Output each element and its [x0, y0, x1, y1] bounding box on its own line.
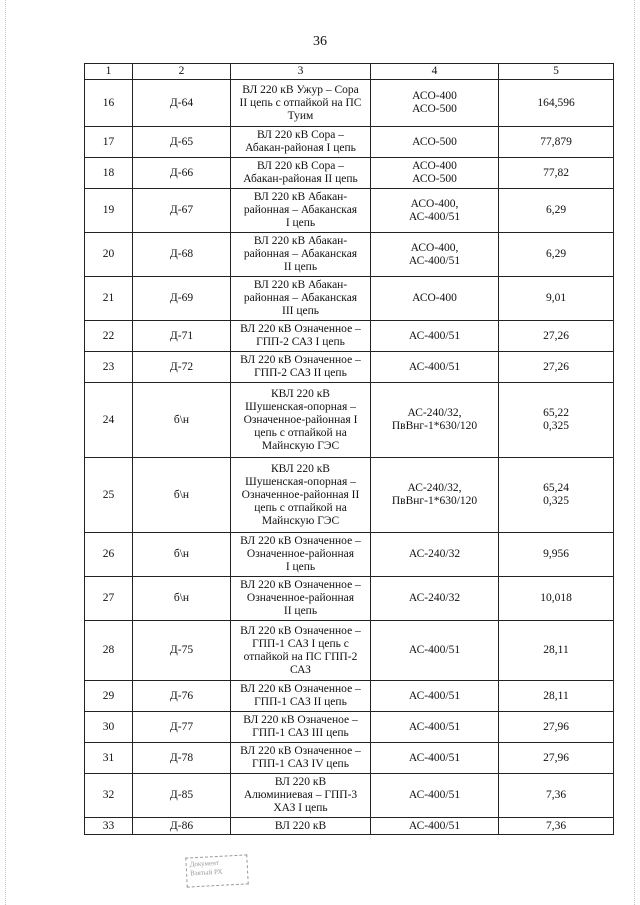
- line-name-cell: ВЛ 220 кВ Означенное – ГПП-1 САЗ I цепь с отпайкой на ПС ГПП-2 САЗ: [231, 621, 371, 681]
- line-code-cell: б\н: [133, 533, 231, 577]
- row-number-cell: 27: [85, 577, 133, 621]
- wire-type-cell: АС-240/32: [371, 533, 499, 577]
- wire-type-cell: АС-400/51: [371, 774, 499, 818]
- row-number-cell: 24: [85, 383, 133, 458]
- line-name-cell: ВЛ 220 кВ Абакан- районная – Абаканская II цепь: [231, 233, 371, 277]
- table-body: [85, 64, 614, 835]
- line-name-cell: ВЛ 220 кВ Означенное – ГПП-2 САЗ I цепь: [231, 321, 371, 352]
- row-number-cell: 31: [85, 743, 133, 774]
- length-cell: 65,22 0,325: [499, 383, 614, 458]
- line-name-cell: КВЛ 220 кВ Шушенская-опорная – Означенное-районная II цепь с отпайкой на Майнскую ГЭС: [231, 458, 371, 533]
- line-name-cell: ВЛ 220 кВ Алюминиевая – ГПП-3 ХАЗ I цепь: [231, 774, 371, 818]
- line-code-cell: Д-78: [133, 743, 231, 774]
- right-margin-dots: [634, 0, 635, 905]
- wire-type-cell: АС-240/32, ПвВнг-1*630/120: [371, 458, 499, 533]
- row-number-cell: 21: [85, 277, 133, 321]
- row-number-cell: 28: [85, 621, 133, 681]
- length-cell: 65,24 0,325: [499, 458, 614, 533]
- wire-type-cell: АС-400/51: [371, 352, 499, 383]
- length-cell: 6,29: [499, 233, 614, 277]
- line-name-cell: ВЛ 220 кВ Абакан- районная – Абаканская III цепь: [231, 277, 371, 321]
- scan-stamp: [185, 854, 248, 887]
- length-cell: 9,01: [499, 277, 614, 321]
- line-name-cell: КВЛ 220 кВ Шушенская-опорная – Означенное-районная I цепь с отпайкой на Майнскую ГЭС: [231, 383, 371, 458]
- table-row: [85, 621, 614, 681]
- page-number: 36: [313, 34, 327, 49]
- line-name-cell: ВЛ 220 кВ Сора – Абакан-районая I цепь: [231, 127, 371, 158]
- row-number-cell: 19: [85, 189, 133, 233]
- length-cell: 10,018: [499, 577, 614, 621]
- line-name-cell: ВЛ 220 кВ Означенное – ГПП-1 САЗ IV цепь: [231, 743, 371, 774]
- row-number-cell: 22: [85, 321, 133, 352]
- line-name-cell: ВЛ 220 кВ Означеное – ГПП-1 САЗ III цепь: [231, 712, 371, 743]
- table-row: [85, 818, 614, 835]
- line-code-cell: Д-86: [133, 818, 231, 835]
- wire-type-cell: АСО-400 АСО-500: [371, 158, 499, 189]
- wire-type-cell: АСО-400, АС-400/51: [371, 189, 499, 233]
- table-row: [85, 352, 614, 383]
- header-cell-5: 5: [499, 64, 614, 80]
- data-table: [84, 63, 614, 835]
- wire-type-cell: АС-240/32, ПвВнг-1*630/120: [371, 383, 499, 458]
- wire-type-cell: АС-240/32: [371, 577, 499, 621]
- wire-type-cell: АС-400/51: [371, 712, 499, 743]
- line-code-cell: Д-68: [133, 233, 231, 277]
- line-name-cell: ВЛ 220 кВ Означенное – ГПП-1 САЗ II цепь: [231, 681, 371, 712]
- header-cell-1: 1: [85, 64, 133, 80]
- row-number-cell: 33: [85, 818, 133, 835]
- table-row: [85, 774, 614, 818]
- line-code-cell: Д-65: [133, 127, 231, 158]
- stamp-line-2: Взятый РХ: [189, 867, 223, 878]
- table-row: [85, 712, 614, 743]
- table-row: [85, 80, 614, 127]
- row-number-cell: 32: [85, 774, 133, 818]
- table-row: [85, 383, 614, 458]
- wire-type-cell: АС-400/51: [371, 818, 499, 835]
- row-number-cell: 29: [85, 681, 133, 712]
- line-code-cell: Д-85: [133, 774, 231, 818]
- row-number-cell: 20: [85, 233, 133, 277]
- row-number-cell: 18: [85, 158, 133, 189]
- length-cell: 77,879: [499, 127, 614, 158]
- line-code-cell: Д-66: [133, 158, 231, 189]
- wire-type-cell: АСО-400, АС-400/51: [371, 233, 499, 277]
- row-number-cell: 26: [85, 533, 133, 577]
- table-row: [85, 458, 614, 533]
- left-margin-dots: [5, 0, 6, 905]
- header-row: [85, 64, 614, 80]
- header-cell-4: 4: [371, 64, 499, 80]
- line-name-cell: ВЛ 220 кВ Ужур – Сора II цепь с отпайкой на ПС Туим: [231, 80, 371, 127]
- line-code-cell: Д-71: [133, 321, 231, 352]
- line-name-cell: ВЛ 220 кВ: [231, 818, 371, 835]
- length-cell: 27,26: [499, 321, 614, 352]
- wire-type-cell: АСО-500: [371, 127, 499, 158]
- line-code-cell: Д-69: [133, 277, 231, 321]
- length-cell: 27,96: [499, 712, 614, 743]
- row-number-cell: 25: [85, 458, 133, 533]
- line-code-cell: Д-72: [133, 352, 231, 383]
- table-row: [85, 277, 614, 321]
- wire-type-cell: АС-400/51: [371, 681, 499, 712]
- line-code-cell: Д-64: [133, 80, 231, 127]
- length-cell: 7,36: [499, 774, 614, 818]
- line-code-cell: Д-67: [133, 189, 231, 233]
- line-name-cell: ВЛ 220 кВ Означенное – Означенное-районная I цепь: [231, 533, 371, 577]
- row-number-cell: 16: [85, 80, 133, 127]
- table-row: [85, 233, 614, 277]
- line-name-cell: ВЛ 220 кВ Сора – Абакан-районая II цепь: [231, 158, 371, 189]
- wire-type-cell: АСО-400: [371, 277, 499, 321]
- length-cell: 27,26: [499, 352, 614, 383]
- table-row: [85, 577, 614, 621]
- length-cell: 9,956: [499, 533, 614, 577]
- wire-type-cell: АС-400/51: [371, 743, 499, 774]
- header-cell-2: 2: [133, 64, 231, 80]
- wire-type-cell: АСО-400 АСО-500: [371, 80, 499, 127]
- length-cell: 27,96: [499, 743, 614, 774]
- length-cell: 28,11: [499, 681, 614, 712]
- line-code-cell: Д-75: [133, 621, 231, 681]
- length-cell: 6,29: [499, 189, 614, 233]
- wire-type-cell: АС-400/51: [371, 621, 499, 681]
- line-name-cell: ВЛ 220 кВ Означенное – ГПП-2 САЗ II цепь: [231, 352, 371, 383]
- row-number-cell: 17: [85, 127, 133, 158]
- table-row: [85, 743, 614, 774]
- line-code-cell: б\н: [133, 577, 231, 621]
- wire-type-cell: АС-400/51: [371, 321, 499, 352]
- length-cell: 28,11: [499, 621, 614, 681]
- line-code-cell: Д-77: [133, 712, 231, 743]
- table-row: [85, 681, 614, 712]
- table-row: [85, 533, 614, 577]
- line-name-cell: ВЛ 220 кВ Абакан- районная – Абаканская I цепь: [231, 189, 371, 233]
- table-row: [85, 321, 614, 352]
- length-cell: 7,36: [499, 818, 614, 835]
- row-number-cell: 23: [85, 352, 133, 383]
- table-row: [85, 189, 614, 233]
- line-code-cell: б\н: [133, 458, 231, 533]
- length-cell: 164,596: [499, 80, 614, 127]
- stamp-line-1: Документ: [189, 858, 220, 869]
- length-cell: 77,82: [499, 158, 614, 189]
- table-row: [85, 158, 614, 189]
- table-row: [85, 127, 614, 158]
- header-cell-3: 3: [231, 64, 371, 80]
- row-number-cell: 30: [85, 712, 133, 743]
- line-code-cell: Д-76: [133, 681, 231, 712]
- line-code-cell: б\н: [133, 383, 231, 458]
- line-name-cell: ВЛ 220 кВ Означенное – Означенное-районная II цепь: [231, 577, 371, 621]
